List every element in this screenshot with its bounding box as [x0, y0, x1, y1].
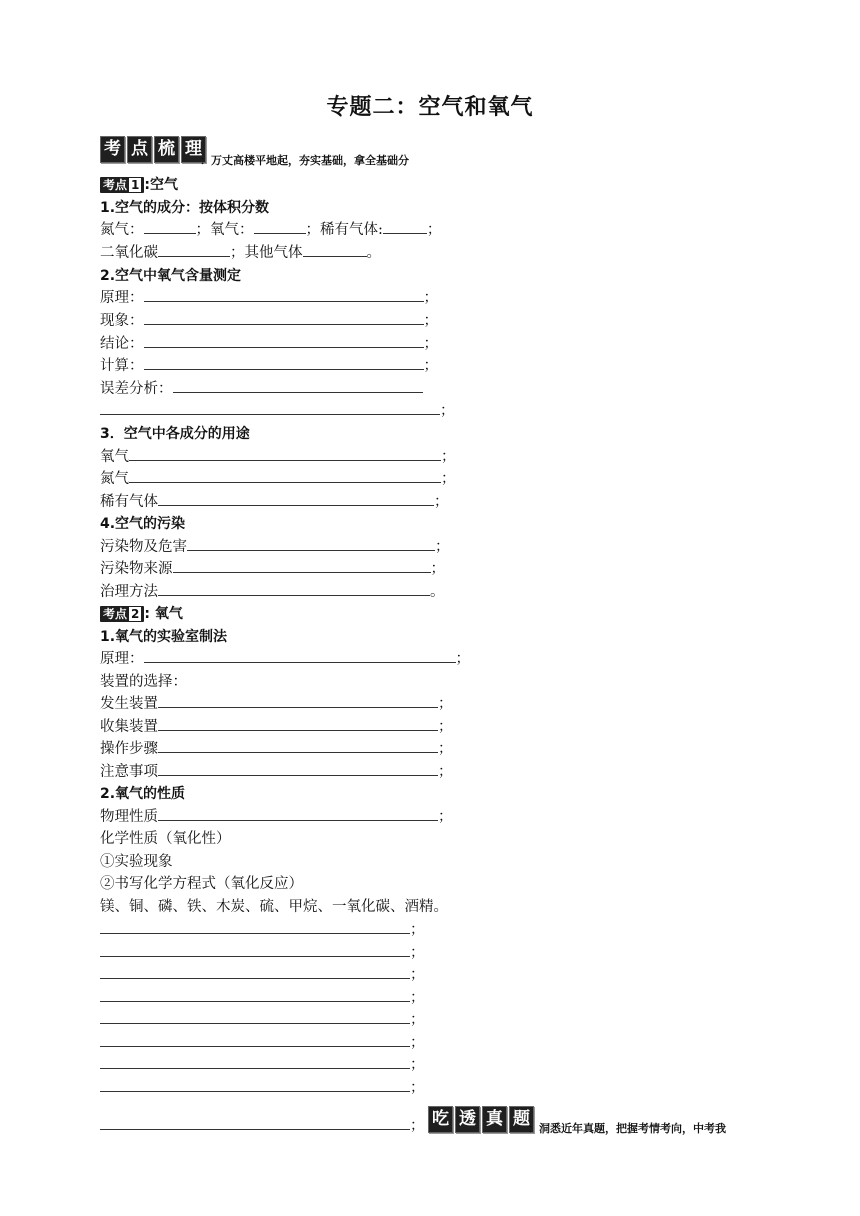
s3-nitrogen: 氮气 ； — [100, 468, 456, 490]
o2-point2: ②书写化学方程式（氧化反应） — [100, 876, 303, 892]
s4-sources: 污染物来源 ； — [100, 558, 445, 580]
o1-notes: 注意事项 ； — [100, 761, 453, 783]
s2-principle: 原理： ； — [100, 287, 438, 309]
o1-generation: 发生装置 ； — [100, 693, 453, 715]
s2-heading: 2.空气中氧气含量测定 — [100, 268, 242, 284]
o2-heading: 2.氧气的性质 — [100, 786, 186, 802]
equation-line: ； — [100, 919, 425, 941]
kaodian-2-badge: 考点 2 — [100, 606, 144, 622]
kaodian-1-text: :空气 — [144, 177, 178, 193]
o1-collection: 收集装置 ； — [100, 716, 453, 738]
badge-char: 透 — [455, 1106, 480, 1133]
o1-steps: 操作步骤 ； — [100, 738, 453, 760]
o1-principle: 原理： ； — [100, 648, 470, 670]
page-title: 专题二：空气和氧气 — [326, 95, 534, 120]
o1-heading: 1.氧气的实验室制法 — [100, 629, 228, 645]
o2-point1: ①实验现象 — [100, 854, 173, 870]
zhenti-badge — [428, 1106, 534, 1133]
o2-physical: 物理性质 ； — [100, 806, 453, 828]
badge-char: 题 — [509, 1106, 534, 1133]
s3-oxygen: 氧气 ； — [100, 446, 456, 468]
badge-char: 考 — [100, 136, 125, 163]
s2-error: 误差分析： — [100, 378, 423, 400]
s3-noble: 稀有气体 ； — [100, 491, 449, 513]
badge-char: 梳 — [154, 136, 179, 163]
s3-heading: 3．空气中各成分的用途 — [100, 426, 250, 442]
o2-chemical: 化学性质（氧化性） — [100, 831, 231, 847]
review-badge — [100, 136, 206, 163]
equation-line: ； — [100, 1077, 425, 1099]
equation-line: ； — [100, 987, 425, 1009]
equation-line: ； — [100, 964, 425, 986]
s2-phenomenon: 现象： ； — [100, 310, 438, 332]
equation-line: ； — [100, 1054, 425, 1076]
kaodian-2-text: : 氧气 — [144, 606, 183, 622]
s2-error-line: ； — [100, 400, 455, 422]
s4-pollutants: 污染物及危害 ； — [100, 536, 450, 558]
zhenti-note: ：洞悉近年真题，把握考情考向，中考我 — [528, 1122, 726, 1135]
badge-char: 理 — [181, 136, 206, 163]
kaodian-1-row — [100, 174, 178, 196]
equation-line: ； — [100, 1009, 425, 1031]
review-note: ：万丈高楼平地起，夯实基础，拿全基础分 — [200, 154, 409, 167]
s1-line2: 二氧化碳 ；其他气体 。 — [100, 242, 381, 264]
equation-line: ； — [100, 1032, 425, 1054]
kaodian-1-badge: 考点 1 — [100, 177, 144, 193]
equation-line: ； — [100, 1115, 425, 1137]
equation-line: ； — [100, 942, 425, 964]
s4-treatment: 治理方法 。 — [100, 581, 445, 603]
s1-heading: 1.空气的成分：按体积分数 — [100, 200, 270, 216]
s1-line1: 氮气： ；氧气： ；稀有气体: ； — [100, 219, 441, 241]
s2-conclusion: 结论： ； — [100, 333, 438, 355]
o1-device: 装置的选择： — [100, 674, 187, 690]
badge-char: 真 — [482, 1106, 507, 1133]
badge-char: 吃 — [428, 1106, 453, 1133]
s4-heading: 4.空气的污染 — [100, 516, 186, 532]
badge-char: 点 — [127, 136, 152, 163]
o2-substance-list: 镁、铜、磷、铁、木炭、硫、甲烷、一氧化碳、酒精。 — [100, 899, 448, 915]
s2-calculation: 计算： ； — [100, 355, 438, 377]
kaodian-2-row — [100, 603, 183, 625]
